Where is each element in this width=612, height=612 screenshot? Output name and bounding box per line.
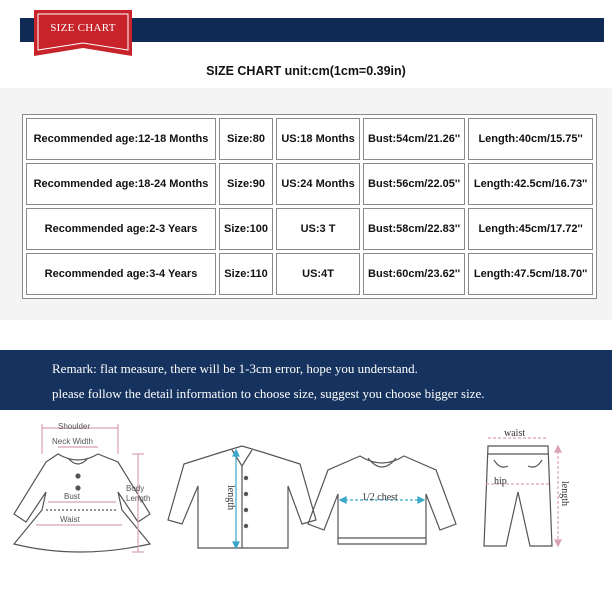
pants-length-label: length [559,481,570,506]
shirt-illustration [168,446,316,548]
us-size-cell: US:3 T [276,208,360,250]
length-cell: Length:40cm/15.75'' [468,118,593,160]
age-cell: Recommended age:2-3 Years [26,208,216,250]
chart-subtitle: SIZE CHART unit:cm(1cm=0.39in) [206,64,406,78]
bust-cell: Bust:60cm/23.62'' [363,253,465,295]
body-length-label: Body Length [126,484,151,503]
age-cell: Recommended age:18-24 Months [26,163,216,205]
size-cell: Size:80 [219,118,273,160]
bust-cell: Bust:56cm/22.05'' [363,163,465,205]
table-row [26,208,593,250]
pants-waist-label: waist [504,428,526,439]
bust-cell: Bust:54cm/21.26'' [363,118,465,160]
us-size-cell: US:24 Months [276,163,360,205]
pants-illustration [484,446,552,546]
length-cell: Length:47.5cm/18.70'' [468,253,593,295]
us-size-cell: US:18 Months [276,118,360,160]
us-size-cell: US:4T [276,253,360,295]
length-cell: Length:45cm/17.72'' [468,208,593,250]
remark-line-1: Remark: flat measure, there will be 1-3cm error, hope you understand. [52,361,418,376]
length-cell: Length:42.5cm/16.73'' [468,163,593,205]
shirt-length-label: length [225,485,236,510]
measurement-diagrams [0,414,612,612]
age-cell: Recommended age:12-18 Months [26,118,216,160]
size-chart-tag [34,10,132,56]
bust-cell: Bust:58cm/22.83'' [363,208,465,250]
size-cell: Size:100 [219,208,273,250]
age-cell: Recommended age:3-4 Years [26,253,216,295]
half-chest-label: 1/2 chest [362,492,398,503]
remark-line-2: please follow the detail information to choose size, suggest you choose bigger size. [52,386,485,401]
tag-label: SIZE CHART [50,22,116,34]
size-cell: Size:110 [219,253,273,295]
size-table [22,114,597,299]
table-row [26,253,593,295]
table-row [26,118,593,160]
neck-width-label: Neck Width [52,437,93,446]
bust-label: Bust [64,492,81,501]
size-cell: Size:90 [219,163,273,205]
table-row [26,163,593,205]
waist-label: Waist [60,515,80,524]
remark-banner [0,350,612,410]
pants-hip-label: hip [494,476,507,487]
shoulder-label: Shoulder [58,422,91,431]
